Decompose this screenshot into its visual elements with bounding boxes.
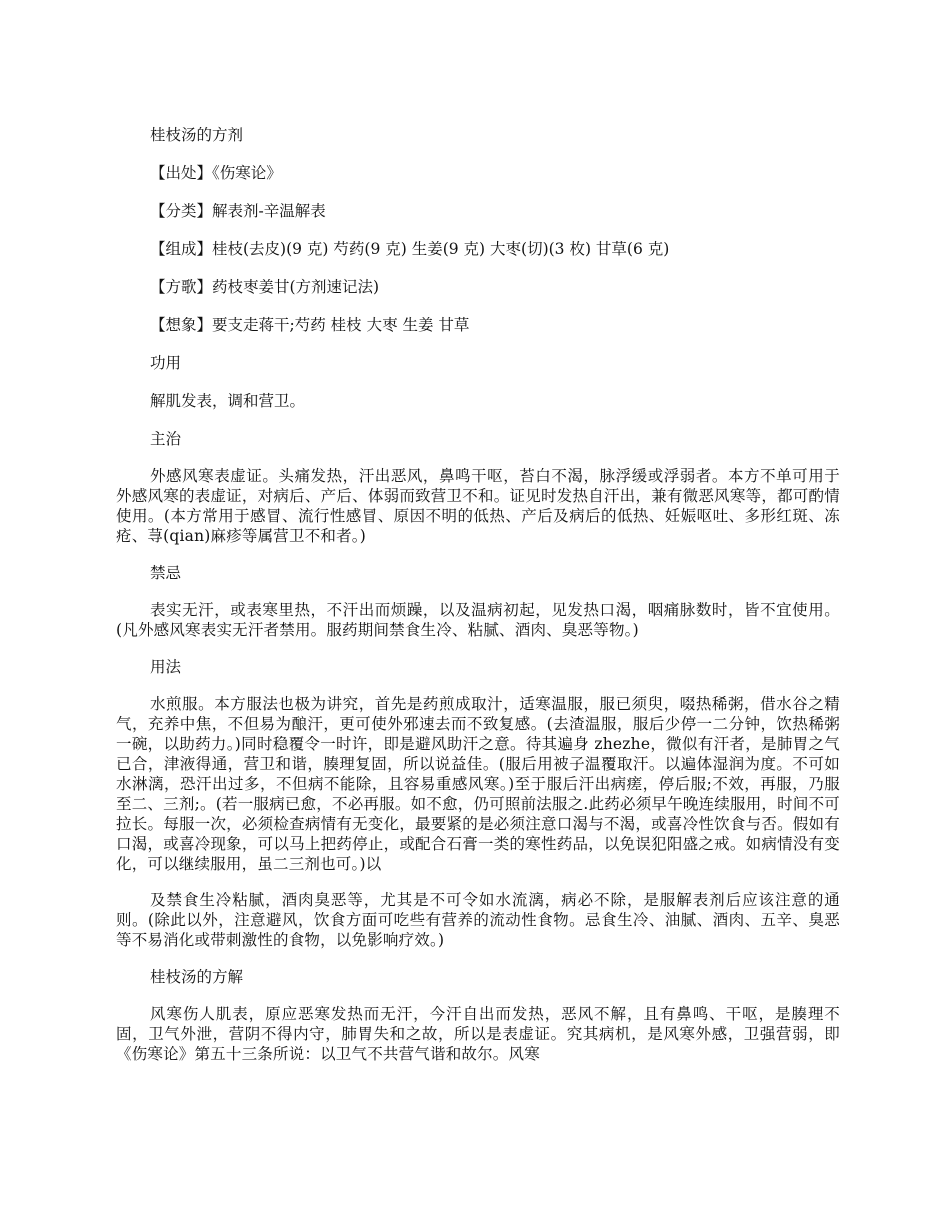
function-heading: 功用 [150,354,182,372]
contraindication-text: 表实无汗，或表寒里热，不汗出而烦躁，以及温病初起，见发热口渴，咽痛脉数时，皆不宜使用。(凡外感风寒表实无汗者禁用。服药期间禁食生冷、粘腻、酒肉、臭恶等物。) [116,601,840,639]
function-text: 解肌发表，调和营卫。 [150,392,306,410]
doc-title: 桂枝汤的方剂 [150,126,244,144]
source-line: 【出处】《伤寒论》 [150,164,282,182]
formula-song-line: 【方歌】药枝枣姜甘(方剂速记法) [150,278,380,296]
usage-text: 水煎服。本方服法也极为讲究，首先是药煎成取汁，适寒温服，服已须臾，啜热稀粥，借水谷之精气，充养中焦，不但易为酿汗，更可使外邪速去而不致复感。(去渣温服，服后少停一二分钟，饮热稀粥一碗，以助药力。)同时稳覆令一时许，即是避风助汗之意。待其遍身 zhezhe，微似有汗者，是肺胃之气已合，津液得通，营卫和谐，腠理复固，所以说益佳。(服后用被子温覆取汗。以遍体湿润为度。不可如水淋漓，恐汗出过多，不但病不能除，且容易重感风寒。)至于服后汗出病瘥，停后服;不效，再服，乃服至二、三剂;。(若一服病已愈，不必再服。如不愈，仍可照前法服之.此药必须早午晚连续服用，时间不可拉长。每服一次，必须检查病情有无变化，最要紧的是必须注意口渴与不渴，或喜冷性饮食与否。假如有口渴，或喜冷现象，可以马上把药停止，或配合石膏一类的寒性药品，以免误犯阳盛之戒。如病情没有变化，可以继续服用，虽二三剂也可。)以 [116,695,840,873]
contraindication-heading: 禁忌 [150,564,182,582]
mnemonic-line: 【想象】要支走蒋干;芍药 桂枝 大枣 生姜 甘草 [150,316,470,334]
category-line: 【分类】解表剂-辛温解表 [150,202,326,220]
usage-heading: 用法 [150,658,182,676]
analysis-text: 风寒伤人肌表，原应恶寒发热而无汗，今汗自出而发热，恶风不解，且有鼻鸣、干呕，是腠理不固，卫气外泄，营阴不得内守，肺胃失和之故，所以是表虚证。究其病机，是风寒外感，卫强营弱，即《伤寒论》第五十三条所说：以卫气不共营气谐和故尔。风寒 [116,1005,840,1063]
analysis-heading: 桂枝汤的方解 [150,968,244,986]
indication-text: 外感风寒表虚证。头痛发热，汗出恶风，鼻鸣干呕，苔白不渴，脉浮缓或浮弱者。本方不单可用于外感风寒的表虚证，对病后、产后、体弱而致营卫不和。证见时发热自汗出，兼有微恶风寒等，都可酌情使用。(本方常用于感冒、流行性感冒、原因不明的低热、产后及病后的低热、妊娠呕吐、多形红斑、冻疮、荨(qian)麻疹等属营卫不和者。) [116,467,840,545]
indication-heading: 主治 [150,430,182,448]
composition-line: 【组成】桂枝(去皮)(9 克) 芍药(9 克) 生姜(9 克) 大枣(切)(3 枚) 甘草(6 克) [150,240,670,258]
document-page [116,124,840,1080]
usage-text-continued: 及禁食生冷粘腻，酒肉臭恶等，尤其是不可令如水流漓，病必不除，是服解表剂后应该注意的通则。(除此以外，注意避风，饮食方面可吃些有营养的流动性食物。忌食生冷、油腻、酒肉、五辛、臭恶等不易消化或带刺激性的食物，以免影响疗效。) [116,891,840,949]
